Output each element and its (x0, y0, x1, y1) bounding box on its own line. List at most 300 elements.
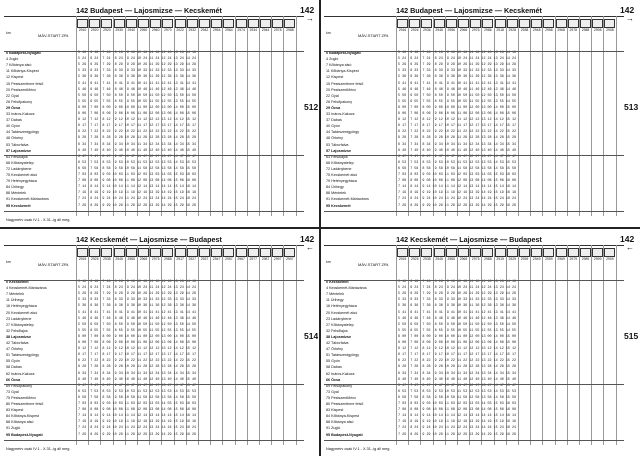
train-number: 2920 (103, 28, 111, 32)
time-row: 6 00 7 00 8 00 9 00 10 00 11 00 12 00 13 00 14 00 15 00 (78, 334, 197, 339)
column-rule (567, 16, 568, 216)
station-name: 58 Dabas (6, 365, 22, 370)
train-column (210, 19, 223, 47)
train-number: 2916 (398, 28, 407, 32)
time-row: 7 08 8 08 9 08 10 08 11 08 12 08 13 08 14 08 15 08 16 08 (78, 408, 197, 413)
train-column (433, 248, 446, 276)
train-column (469, 248, 482, 276)
time-row: 5 50 6 50 7 50 8 50 9 50 10 50 11 50 12 50 13 50 14 50 (78, 322, 197, 327)
station-name: 72 Ladánybene (326, 166, 352, 171)
time-row: 7 08 8 08 9 08 10 08 11 08 12 08 13 08 14 08 15 08 16 08 (398, 408, 517, 413)
time-row: 6 58 7 58 8 58 9 58 10 58 11 58 12 58 13 58 14 58 15 58 (398, 395, 517, 400)
train-column (235, 19, 248, 47)
train-type-icon (211, 248, 222, 257)
line-number: 142 (300, 5, 315, 15)
train-column (113, 19, 126, 47)
station-name: 11 Kőbánya-Kispest (326, 69, 359, 74)
time-row: 6 28 7 28 8 28 9 28 10 28 11 28 12 28 13 28 14 28 15 28 (398, 365, 517, 370)
row-separator (324, 280, 624, 281)
train-column (567, 248, 580, 276)
train-type-icon (543, 248, 554, 257)
train-type-icon (101, 19, 112, 28)
train-number: 2987 (261, 257, 270, 261)
time-row: 5 36 6 36 7 36 8 36 9 36 10 36 11 36 12 36 13 36 14 36 (78, 75, 197, 80)
time-row: 6 40 7 40 8 40 9 40 10 40 11 40 12 40 13 40 14 40 15 40 (398, 377, 517, 382)
train-column (76, 19, 89, 47)
train-type-icon (236, 19, 247, 28)
time-row: 5 18 6 18 7 18 8 18 9 18 10 18 11 18 12 18 13 18 14 18 (78, 51, 197, 55)
train-column (481, 248, 494, 276)
train-type-icon (434, 19, 445, 28)
train-column (555, 19, 568, 47)
station-name: 0 Kecskemét (326, 280, 349, 284)
train-number: 2936 (423, 28, 431, 32)
station-name: 83 Kispest (6, 408, 24, 413)
train-type-icon (187, 248, 198, 257)
column-rule (296, 245, 297, 445)
page-number: 515 (624, 331, 638, 341)
train-number: 2929 (508, 257, 517, 261)
train-type-icon (114, 248, 125, 257)
train-type-icon (446, 248, 457, 257)
train-type-icon (409, 19, 420, 28)
train-number: 2944 (261, 28, 270, 32)
time-row: 6 34 7 34 8 34 9 34 10 34 11 34 12 34 13 34 14 34 15 34 (398, 142, 517, 147)
train-type-icon (458, 248, 469, 257)
time-row: 6 00 7 00 8 00 9 00 10 00 11 00 12 00 13 00 14 00 15 00 (398, 334, 517, 339)
train-column (161, 248, 174, 276)
train-column (161, 19, 174, 47)
train-number: 2957 (225, 257, 233, 261)
footnote: Nagymérv csak IV.1 - X.31.-ig áll meg. (326, 447, 391, 451)
time-row: 7 29 8 29 9 29 10 29 11 29 12 29 13 29 14 29 15 29 16 29 (398, 432, 517, 437)
column-rule (579, 245, 580, 445)
line-number: 142 (300, 234, 315, 244)
time-row: 6 58 7 58 8 58 9 58 10 58 11 58 12 58 13 58 14 58 15 58 (78, 395, 197, 400)
train-type-icon (150, 248, 161, 257)
train-number: 2932 (188, 28, 197, 32)
page-number: 514 (304, 331, 318, 341)
station-name: 80 Pestszentimre felső (326, 402, 364, 406)
row-separator (4, 51, 304, 52)
train-type-icon (592, 248, 603, 257)
train-number: 2978 (273, 28, 282, 32)
station-name: 38 Lajosmizse (6, 334, 32, 339)
station-name: 37 Dabas (6, 118, 22, 123)
train-number: 2999 (593, 257, 602, 261)
train-column (494, 248, 507, 276)
station-name: 0 Budapest-Nyugati (326, 51, 361, 55)
time-row: 6 00 7 00 8 00 9 00 10 00 11 00 12 00 13 00 14 00 15 00 (78, 105, 197, 110)
km-label: km (6, 31, 11, 35)
train-type-icon (592, 19, 603, 28)
train-number: 2977 (249, 257, 258, 261)
station-name: 0 Budapest-Nyugati (6, 51, 41, 55)
time-row: 5 46 6 46 7 46 8 46 9 46 10 46 11 46 12 46 13 46 14 46 (78, 87, 197, 92)
train-number: 2958 (545, 28, 553, 32)
direction-arrow-icon: ← (626, 243, 634, 252)
station-name: 4 Zugló (326, 57, 339, 62)
station-name: 79 Hetényegyháza (326, 179, 357, 184)
train-column (235, 248, 248, 276)
station-name: 11 Úrihegy (6, 298, 24, 303)
station-name: 32 Felsőlajos (6, 328, 28, 333)
column-rule (283, 16, 284, 216)
train-type-icon (397, 19, 408, 28)
column-rule (235, 16, 236, 216)
train-type-icon (126, 19, 137, 28)
train-number: 2908 (606, 28, 614, 32)
time-row: 5 24 6 24 7 24 8 24 9 24 10 24 11 24 12 24 13 24 14 24 (78, 57, 197, 62)
column-rule (247, 245, 248, 445)
train-column (210, 248, 223, 276)
station-name: 88 Méntelek (6, 191, 27, 196)
train-column (100, 248, 113, 276)
train-type-icon (138, 248, 149, 257)
train-type-icon (482, 248, 493, 257)
time-row: 6 28 7 28 8 28 9 28 10 28 11 28 12 28 13 28 14 28 15 28 (78, 365, 197, 370)
train-type-icon (248, 248, 259, 257)
time-row: 5 33 6 33 7 33 8 33 9 33 10 33 11 33 12 33 13 33 14 33 (78, 298, 197, 303)
train-number: 2955 (127, 257, 136, 261)
train-type-icon (421, 248, 432, 257)
station-name: 48 Örkény (6, 136, 24, 141)
station-name: 63 Felsőlajos (326, 154, 348, 159)
station-name: 4 Kecskemét-Máriaváros (6, 286, 47, 291)
train-column (149, 19, 162, 47)
column-rule (555, 16, 556, 216)
time-row: 6 12 7 12 8 12 9 12 10 12 11 12 12 12 13 12 14 12 15 12 (78, 118, 197, 123)
row-separator (4, 440, 304, 441)
train-type-icon (223, 19, 234, 28)
time-row: 5 50 6 50 7 50 8 50 9 50 10 50 11 50 12 50 13 50 14 50 (398, 93, 517, 98)
train-type-icon (531, 19, 542, 28)
time-row: 7 03 8 03 9 03 10 03 11 03 12 03 13 03 14 03 15 03 16 03 (398, 173, 517, 177)
train-type-icon (421, 19, 432, 28)
time-row: 5 36 6 36 7 36 8 36 9 36 10 36 11 36 12 36 13 36 14 36 (398, 75, 517, 80)
page-number: 513 (624, 102, 638, 112)
time-row: 6 40 7 40 8 40 9 40 10 40 11 40 12 40 13 40 14 40 15 40 (78, 377, 197, 382)
time-row: 5 41 6 41 7 41 8 41 9 41 10 41 11 41 12 41 13 41 14 41 (398, 310, 517, 315)
station-name: 55 Gyón (326, 359, 340, 364)
column-rule (210, 245, 211, 445)
station-name: 20 Pestszentlőrinc (326, 87, 357, 92)
direction-arrow-icon: → (306, 14, 314, 23)
time-row: 6 34 7 34 8 34 9 34 10 34 11 34 12 34 13 34 14 34 15 34 (398, 371, 517, 376)
station-name: 75 Kecskemét alsó (326, 173, 358, 177)
train-number: 2935 (423, 257, 431, 261)
train-type-icon (519, 248, 530, 257)
time-row: 5 18 6 18 7 18 8 18 9 18 10 18 11 18 12 18 13 18 14 18 (398, 280, 517, 284)
station-name: 32 Felsőlajos (326, 328, 348, 333)
station-name: 80 Pestszentimre felső (6, 402, 44, 406)
station-name: 4 Kecskemét-Máriaváros (326, 286, 367, 291)
station-name: 7 Kőbánya alsó (326, 63, 352, 68)
train-type-icon (604, 19, 615, 28)
station-name: 69 Felsőpakony (6, 383, 33, 388)
train-type-icon (580, 248, 591, 257)
train-type-icon (260, 248, 271, 257)
km-label: km (6, 260, 11, 264)
train-number: 2909 (606, 257, 614, 261)
time-row: 6 47 7 47 8 47 9 47 10 47 11 47 12 47 13 47 14 47 15 47 (78, 383, 197, 388)
train-number: 2942 (200, 28, 209, 32)
train-column (603, 248, 616, 276)
column-rule (603, 16, 604, 216)
train-column (198, 248, 211, 276)
time-row: 5 50 6 50 7 50 8 50 9 50 10 50 11 50 12 50 13 50 14 50 (398, 322, 517, 327)
station-name: 33 Inárcs-Kakucs (326, 112, 355, 116)
train-type-icon (248, 19, 259, 28)
train-column (283, 248, 296, 276)
station-name: 63 Felsőlajos (6, 154, 28, 159)
operator-label: MÁV-START ZRt. (38, 262, 70, 267)
time-row: 5 24 6 24 7 24 8 24 9 24 10 24 11 24 12 24 13 24 14 24 (398, 286, 517, 291)
train-number: 2975 (151, 257, 160, 261)
train-number: 2915 (78, 257, 87, 261)
train-type-icon (162, 248, 173, 257)
train-number: 2967 (237, 257, 245, 261)
train-type-icon (284, 248, 295, 257)
train-type-icon (568, 248, 579, 257)
train-column (506, 248, 519, 276)
row-separator (4, 280, 304, 281)
train-type-icon (272, 248, 283, 257)
time-row: 7 03 8 03 9 03 10 03 11 03 12 03 13 03 14 03 15 03 16 03 (78, 173, 197, 177)
time-row: 5 29 6 29 7 29 8 29 9 29 10 29 11 29 12 29 13 29 14 29 (78, 63, 197, 68)
station-name: 83 Kispest (326, 408, 344, 413)
time-row: 6 22 7 22 8 22 9 22 10 22 11 22 12 22 13 22 14 22 15 22 (78, 359, 197, 364)
train-number: 2968 (557, 28, 565, 32)
station-name: 7 Méntelek (326, 292, 345, 297)
train-type-icon (211, 19, 222, 28)
station-name: 75 Pestszentlőrinc (326, 395, 357, 400)
column-rule (222, 245, 223, 445)
time-row: 5 33 6 33 7 33 8 33 9 33 10 33 11 33 12 33 13 33 14 33 (398, 69, 517, 74)
time-row: 6 17 7 17 8 17 9 17 10 17 11 17 12 17 13 17 14 17 15 17 (398, 124, 517, 129)
page-number: 512 (304, 102, 318, 112)
train-column (408, 248, 421, 276)
train-number: 2928 (508, 28, 517, 32)
station-name: 62 Inárcs-Kakucs (6, 371, 35, 376)
train-type-icon (397, 248, 408, 257)
train-number: 2998 (593, 28, 602, 32)
train-column (186, 19, 199, 47)
column-rule (210, 16, 211, 216)
time-row: 6 06 7 06 8 06 9 06 10 06 11 06 12 06 13 06 14 06 15 06 (78, 341, 197, 345)
station-name: 88 Méntelek (326, 191, 347, 196)
train-column (88, 19, 101, 47)
train-column (603, 19, 616, 47)
column-rule (259, 16, 260, 216)
train-column (567, 19, 580, 47)
time-row: 6 53 7 53 8 53 9 53 10 53 11 53 12 53 13 53 14 53 15 53 (398, 389, 517, 394)
station-name: 53 Táborfalva (326, 142, 349, 147)
train-column (125, 19, 138, 47)
train-column (247, 19, 260, 47)
train-column (174, 19, 187, 47)
train-number: 2930 (115, 28, 123, 32)
station-name: 51 Tatárszentgyörgy (326, 353, 360, 358)
train-number: 2976 (471, 28, 480, 32)
station-name: 68 Kőbányatelep (6, 160, 34, 165)
train-number: 2975 (471, 257, 480, 261)
row-separator (324, 155, 624, 156)
train-type-icon (507, 19, 518, 28)
train-type-icon (114, 19, 125, 28)
time-row: 5 24 6 24 7 24 8 24 9 24 10 24 11 24 12 24 13 24 14 24 (398, 57, 517, 62)
page-title: 142 Budapest — Lajosmizse — Kecskemét (396, 6, 542, 15)
column-rule (616, 16, 617, 216)
station-name: 84 Úrihegy (326, 185, 344, 190)
station-name: 84 Kőbánya-Kispest (326, 414, 360, 419)
time-row: 5 18 6 18 7 18 8 18 9 18 10 18 11 18 12 18 13 18 14 18 (78, 280, 197, 284)
station-name: 4 Zugló (6, 57, 19, 62)
column-rule (283, 245, 284, 445)
station-name: 22 Gyál (326, 93, 339, 98)
time-row: 5 46 6 46 7 46 8 46 9 46 10 46 11 46 12 46 13 46 14 46 (398, 87, 517, 92)
time-row: 7 24 8 24 9 24 10 24 11 24 12 24 13 24 14 24 15 24 16 24 (398, 426, 517, 431)
station-name: 95 Budapest-Nyugati (6, 432, 43, 437)
train-number: 2966 (459, 28, 468, 32)
train-column (247, 248, 260, 276)
station-name: 44 Tatárszentgyörgy (6, 130, 40, 135)
train-number: 2935 (103, 257, 111, 261)
train-column (555, 248, 568, 276)
train-number: 2907 (286, 257, 294, 261)
train-number: 2947 (212, 257, 221, 261)
train-column (457, 19, 470, 47)
time-row: 7 24 8 24 9 24 10 24 11 24 12 24 13 24 14 24 15 24 16 24 (398, 197, 517, 202)
train-number: 2970 (164, 28, 172, 32)
time-row: 6 34 7 34 8 34 9 34 10 34 11 34 12 34 13 34 14 34 15 34 (78, 371, 197, 376)
train-number: 2940 (127, 28, 136, 32)
train-number: 2946 (435, 28, 443, 32)
time-row: 5 55 6 55 7 55 8 55 9 55 10 55 11 55 12 55 13 55 14 55 (398, 99, 517, 104)
train-number: 2950 (139, 28, 148, 32)
station-name: 42 Táborfalva (326, 341, 349, 345)
train-type-icon (580, 19, 591, 28)
column-rule (567, 245, 568, 445)
train-type-icon (199, 248, 210, 257)
train-type-icon (543, 19, 554, 28)
time-row: 5 24 6 24 7 24 8 24 9 24 10 24 11 24 12 24 13 24 14 24 (78, 286, 197, 291)
train-column (222, 248, 235, 276)
train-type-icon (126, 248, 137, 257)
time-row: 6 22 7 22 8 22 9 22 10 22 11 22 12 22 13 22 14 22 15 22 (398, 130, 517, 135)
page-divider-horizontal (0, 227, 640, 229)
station-name: 69 Felsőpakony (326, 383, 353, 388)
column-rule (530, 16, 531, 216)
station-name: 91 Kecskemét-Máriaváros (326, 197, 369, 202)
train-column (259, 248, 272, 276)
column-rule (591, 16, 592, 216)
train-number: 2988 (286, 28, 294, 32)
train-number: 2938 (520, 28, 529, 32)
time-row: 7 08 8 08 9 08 10 08 11 08 12 08 13 08 14 08 15 08 16 08 (398, 179, 517, 184)
time-row: 5 36 6 36 7 36 8 36 9 36 10 36 11 36 12 36 13 36 14 36 (78, 304, 197, 309)
column-rule (247, 16, 248, 216)
train-column (469, 19, 482, 47)
time-row: 7 14 8 14 9 14 10 14 11 14 12 14 13 14 14 14 15 14 16 14 (78, 185, 197, 190)
time-row: 7 29 8 29 9 29 10 29 11 29 12 29 13 29 14 29 15 29 16 29 (78, 432, 197, 437)
time-row: 6 53 7 53 8 53 9 53 10 53 11 53 12 53 13 53 14 53 15 53 (78, 389, 197, 394)
row-separator (4, 384, 304, 385)
station-name: 48 Örkény (326, 136, 344, 141)
train-type-icon (89, 19, 100, 28)
train-type-icon (175, 248, 186, 257)
direction-arrow-icon: ← (306, 243, 314, 252)
train-column (149, 248, 162, 276)
train-number: 2910 (78, 28, 87, 32)
train-number: 2988 (581, 28, 590, 32)
footnote: Nagymérv csak IV.1 - X.31.-ig áll meg. (6, 218, 71, 222)
station-name: 84 Úrihegy (6, 185, 24, 190)
station-name: 57 Lajosmizse (6, 148, 32, 153)
time-row: 5 46 6 46 7 46 8 46 9 46 10 46 11 46 12 46 13 46 14 46 (78, 316, 197, 321)
train-column (591, 248, 604, 276)
time-row: 6 47 7 47 8 47 9 47 10 47 11 47 12 47 13 47 14 47 15 47 (398, 383, 517, 388)
time-row: 7 24 8 24 9 24 10 24 11 24 12 24 13 24 14 24 15 24 16 24 (78, 197, 197, 202)
train-number: 2964 (225, 28, 233, 32)
train-type-icon (507, 248, 518, 257)
column-rule (555, 245, 556, 445)
timetable-page-513 (324, 2, 638, 224)
footnote: Nagymérv csak IV.1 - X.31.-ig áll meg. (6, 447, 71, 451)
train-column (579, 248, 592, 276)
train-number: 2917 (176, 257, 184, 261)
train-number: 2969 (557, 257, 565, 261)
station-name: 37 Dabas (326, 118, 342, 123)
time-row: 6 40 7 40 8 40 9 40 10 40 11 40 12 40 13 40 14 40 15 40 (398, 148, 517, 153)
train-number: 2985 (484, 257, 492, 261)
timetable-page-514 (4, 231, 318, 453)
station-name: 55 Gyón (6, 359, 20, 364)
train-number: 2955 (447, 257, 456, 261)
train-column (408, 19, 421, 47)
train-column (506, 19, 519, 47)
station-name: 51 Tatárszentgyörgy (6, 353, 40, 358)
train-column (271, 248, 284, 276)
station-name: 27 Kőbányatelep (6, 322, 34, 327)
time-row: 7 14 8 14 9 14 10 14 11 14 12 14 13 14 14 14 15 14 16 14 (398, 185, 517, 190)
time-row: 7 03 8 03 9 03 10 03 11 03 12 03 13 03 14 03 15 03 16 03 (78, 402, 197, 406)
station-name: 20 Kecskemét alsó (6, 310, 38, 315)
station-name: 12 Kispest (6, 75, 24, 80)
train-type-icon (260, 19, 271, 28)
page-title: 142 Budapest — Lajosmizse — Kecskemét (76, 6, 222, 15)
time-row: 7 08 8 08 9 08 10 08 11 08 12 08 13 08 14 08 15 08 16 08 (78, 179, 197, 184)
train-type-icon (162, 19, 173, 28)
time-row: 6 34 7 34 8 34 9 34 10 34 11 34 12 34 13 34 14 34 15 34 (78, 142, 197, 147)
train-type-icon (101, 248, 112, 257)
station-name: 79 Hetényegyháza (6, 179, 37, 184)
train-number: 2945 (435, 257, 443, 261)
train-column (259, 19, 272, 47)
train-number: 2989 (581, 257, 590, 261)
train-column (433, 19, 446, 47)
station-name: 95 Kecskemét (6, 203, 31, 208)
operator-label: MÁV-START ZRt. (358, 262, 390, 267)
train-type-icon (199, 19, 210, 28)
column-rule (271, 245, 272, 445)
time-row: 6 53 7 53 8 53 9 53 10 53 11 53 12 53 13 53 14 53 15 53 (78, 160, 197, 165)
km-label: km (326, 260, 331, 264)
column-rule (222, 16, 223, 216)
column-rule (235, 245, 236, 445)
station-name: 23 Ladánybene (6, 316, 32, 321)
station-name: 12 Kispest (326, 75, 344, 80)
